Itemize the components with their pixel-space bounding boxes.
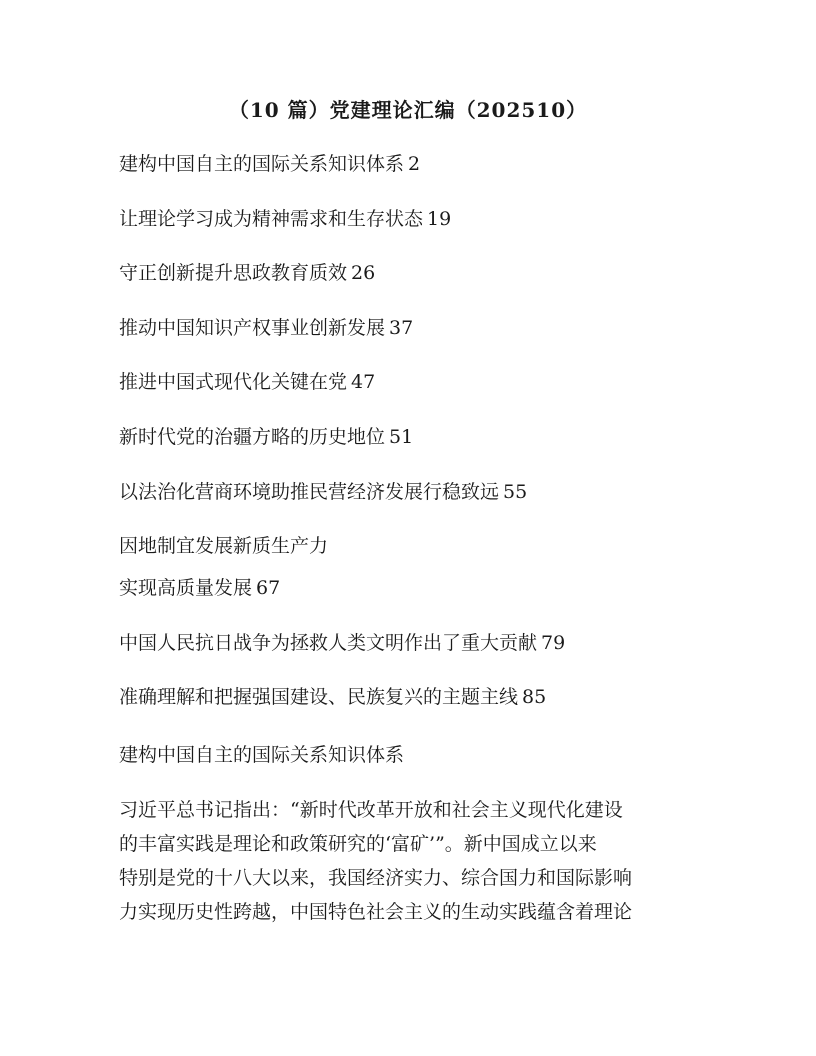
toc-entry-page: 67 (256, 577, 281, 600)
toc-entry-page: 2 (408, 153, 421, 175)
toc-entry-page: 51 (389, 425, 414, 448)
table-of-contents (119, 150, 719, 738)
toc-entry (119, 532, 719, 602)
toc-entry-title: 守正创新提升思政教育质效 (119, 262, 348, 285)
document-title: （10 篇）党建理论汇编（202510） (228, 98, 588, 122)
body-line: 习近平总书记指出：“新时代改革开放和社会主义现代化建设 (119, 799, 623, 821)
toc-entry-title: 中国人民抗日战争为拯救人类文明作出了重大贡献 (119, 631, 538, 654)
toc-entry (119, 368, 719, 396)
toc-entry-page: 37 (389, 316, 414, 339)
toc-entry-title: 新时代党的治疆方略的历史地位 (119, 425, 386, 448)
toc-entry-title: 准确理解和把握强国建设、民族复兴的主题主线 (119, 686, 519, 709)
body-line: 力实现历史性跨越，中国特色社会主义的生动实践蕴含着理论 (119, 901, 633, 923)
body-paragraph (119, 793, 719, 929)
body-line: 的丰富实践是理论和政策研究的‘富矿’”。新中国成立以来 (119, 833, 597, 855)
toc-entry-page: 26 (351, 262, 376, 285)
toc-entry (119, 423, 719, 451)
toc-entry (119, 314, 719, 342)
toc-entry-page: 19 (427, 207, 452, 230)
toc-entry-page: 47 (351, 371, 376, 394)
toc-entry-title: 以法治化营商环境助推民营经济发展行稳致远 (119, 480, 500, 503)
toc-entry (119, 629, 719, 657)
toc-entry (119, 683, 719, 711)
toc-entry-title: 推动中国知识产权事业创新发展 (119, 316, 386, 339)
toc-entry-title: 让理论学习成为精神需求和生存状态 (119, 207, 424, 230)
toc-entry-title: 建构中国自主的国际关系知识体系 (119, 153, 405, 175)
toc-entry-page: 85 (522, 686, 547, 709)
toc-entry-title: 推进中国式现代化关键在党 (119, 371, 348, 394)
toc-entry-page: 79 (541, 631, 566, 654)
toc-entry (119, 205, 719, 233)
toc-entry (119, 259, 719, 287)
toc-entry-page: 55 (503, 480, 528, 503)
body-line: 特别是党的十八大以来，我国经济实力、综合国力和国际影响 (119, 867, 633, 889)
toc-entry-title-line1: 因地制宜发展新质生产力 (119, 535, 329, 558)
toc-entry (119, 150, 719, 178)
toc-entry-title-line2: 实现高质量发展 (119, 577, 253, 600)
section-heading: 建构中国自主的国际关系知识体系 (119, 744, 405, 766)
toc-entry-title-line2-wrap (119, 574, 719, 602)
toc-entry (119, 478, 719, 506)
